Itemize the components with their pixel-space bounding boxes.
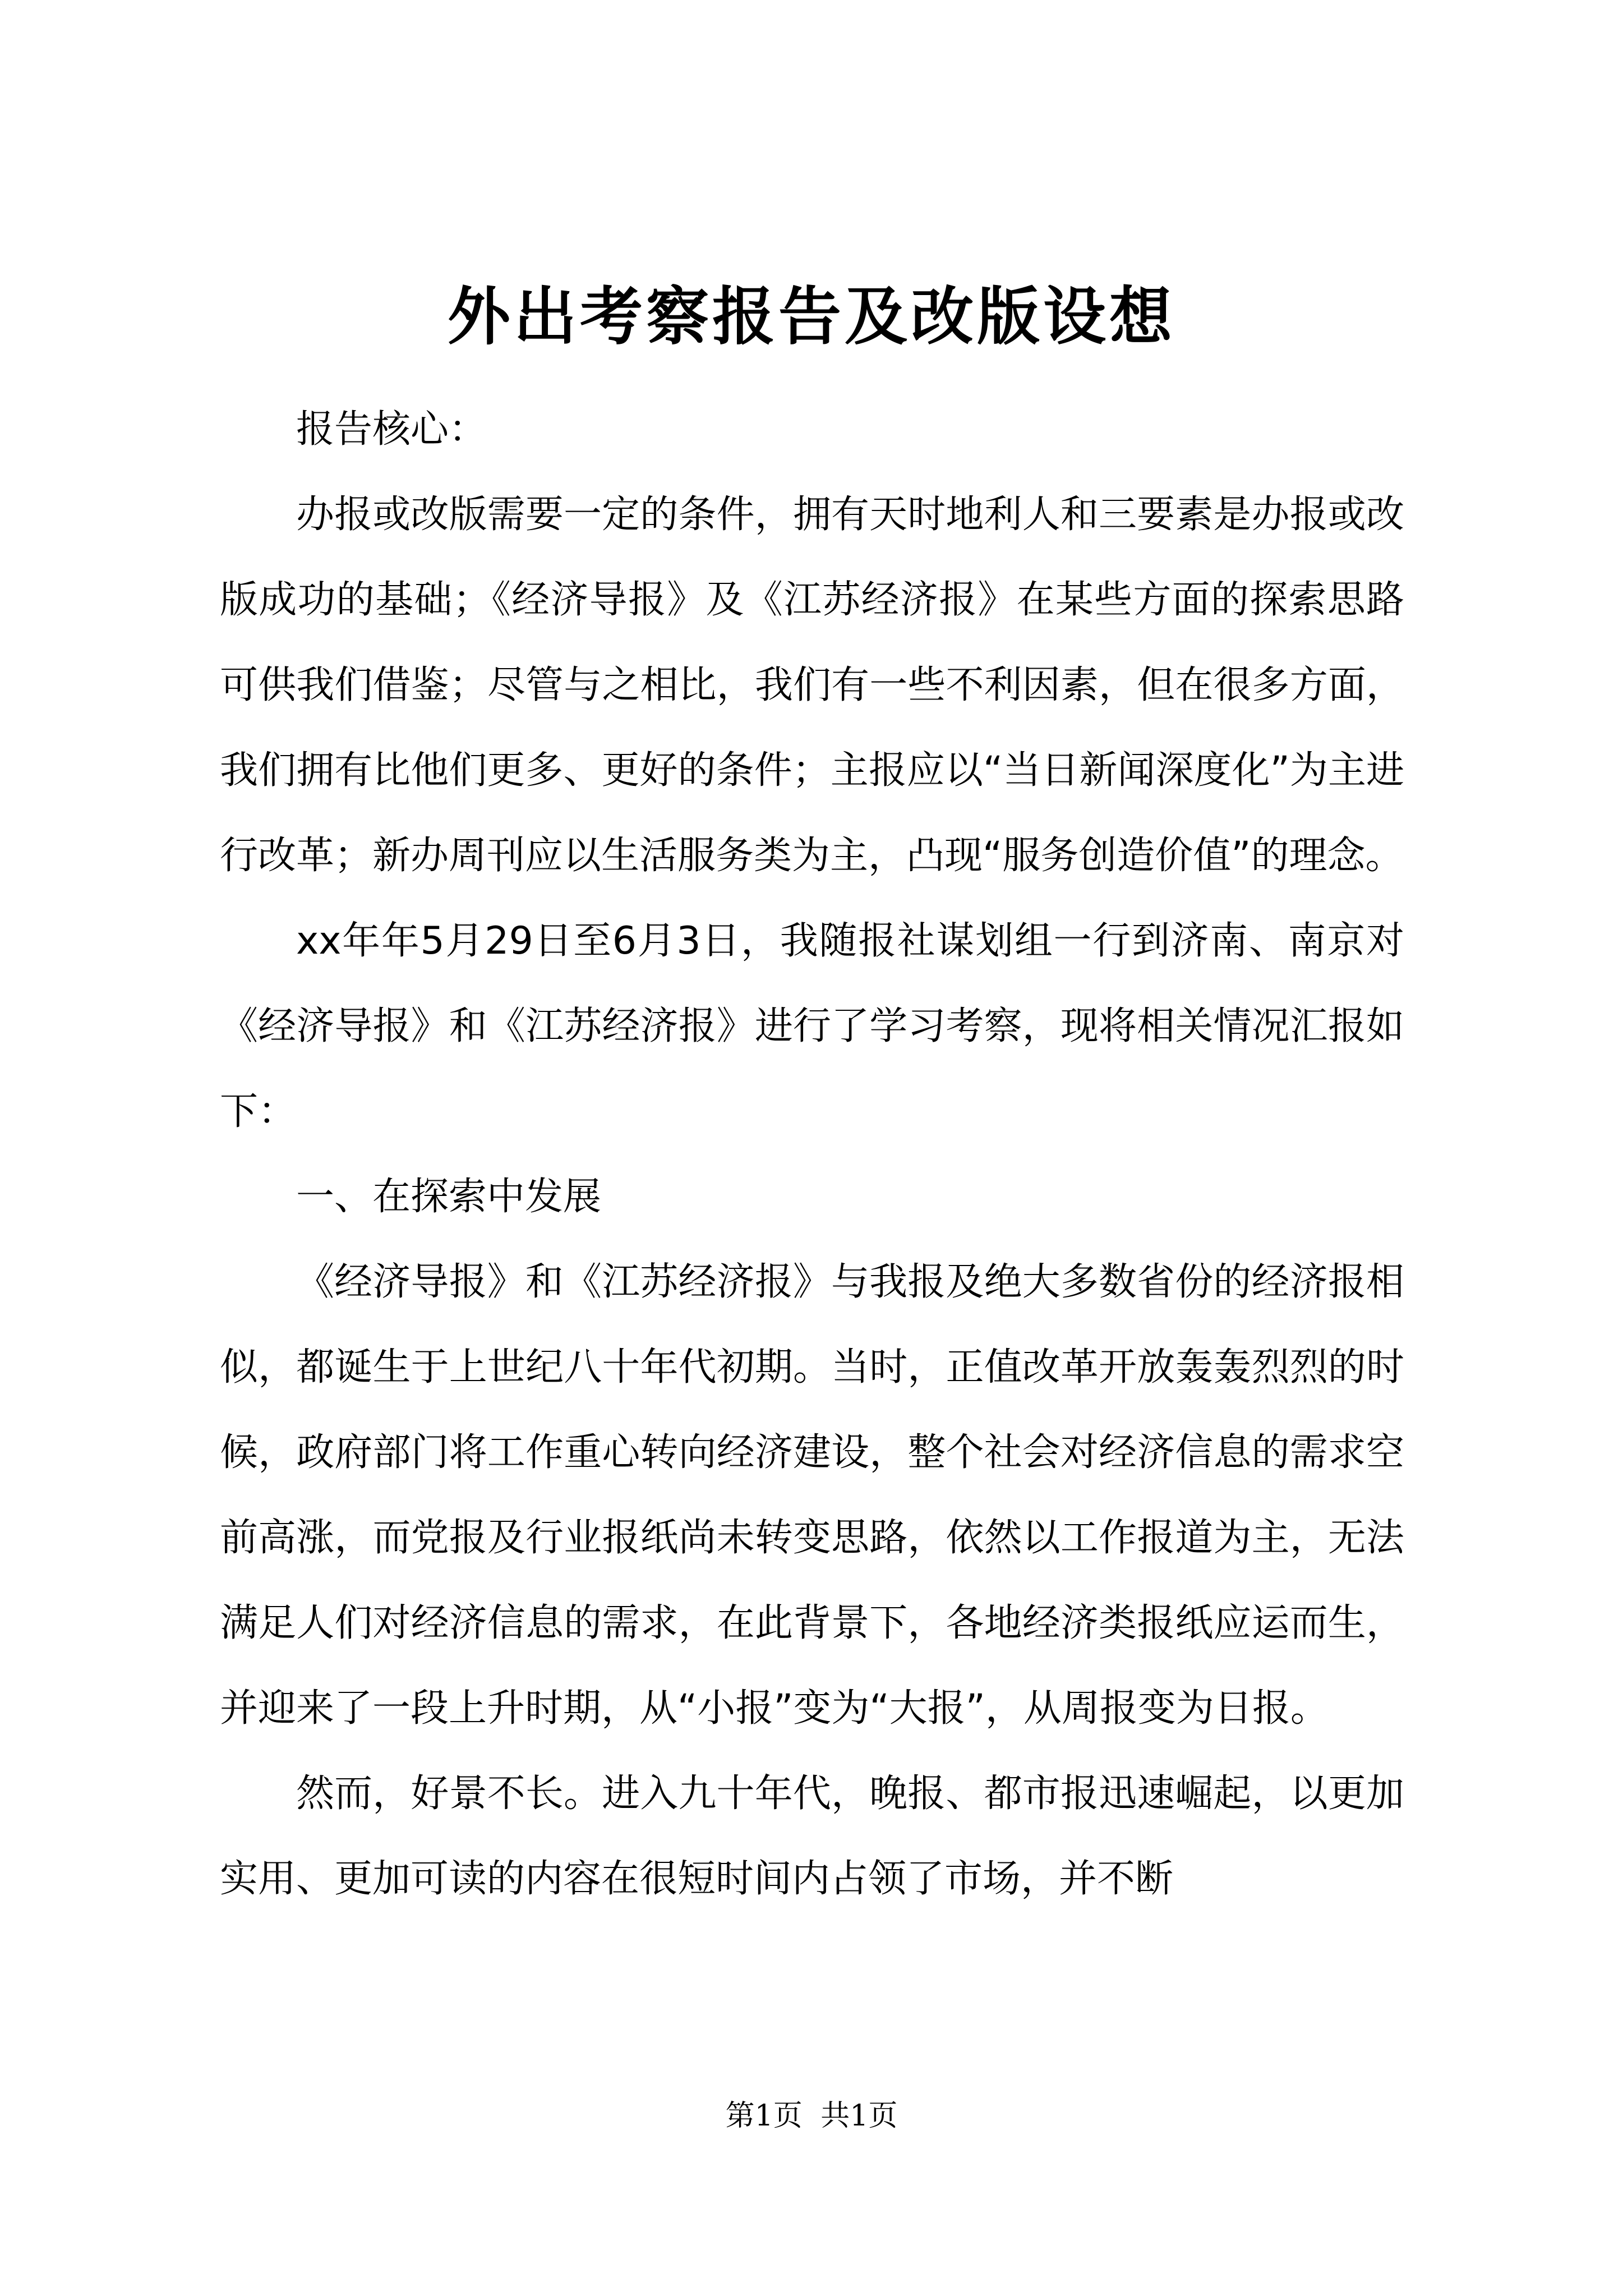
paragraph-report-core-heading: 报告核心： — [296, 407, 487, 452]
paragraph-nineties: 然而，好景不长。进入九十年代，晚报、都市报迅速崛起，以更加实用、更加可读的内容在很短时间内占领了市场，并不断 — [220, 1772, 1404, 1901]
paragraph-trip-intro: xx年年5月29日至6月3日，我随报社谋划组一行到济南、南京对《经济导报》和《江苏经济报》进行了学习考察，现将相关情况汇报如下： — [220, 919, 1404, 1134]
page-number-current: 第1页 — [725, 2099, 803, 2133]
document-body — [220, 387, 1404, 1922]
page-footer — [0, 2099, 1623, 2133]
section-heading-exploration: 一、在探索中发展 — [296, 1175, 602, 1219]
paragraph-report-core-summary: 办报或改版需要一定的条件，拥有天时地利人和三要素是办报或改版成功的基础；《经济导报》及《江苏经济报》在某些方面的探索思路可供我们借鉴；尽管与之相比，我们有一些不利因素，但在很多方面，我们拥有比他们更多、更好的条件；主报应以“当日新闻深度化”为主进行改革；新办周刊应以生活服务类为主，凸现“服务创造价值”的理念。 — [220, 493, 1404, 878]
document-title: 外出考察报告及改版设想 — [448, 280, 1175, 353]
paragraph-history: 《经济导报》和《江苏经济报》与我报及绝大多数省份的经济报相似，都诞生于上世纪八十年代初期。当时，正值改革开放轰轰烈烈的时候，政府部门将工作重心转向经济建设，整个社会对经济信息的需求空前高涨，而党报及行业报纸尚未转变思路，依然以工作报道为主，无法满足人们对经济信息的需求，在此背景下，各地经济类报纸应运而生，并迎来了一段上升时期，从“小报”变为“大报”，从周报变为日报。 — [220, 1260, 1404, 1731]
page-number-total: 共1页 — [820, 2099, 898, 2133]
